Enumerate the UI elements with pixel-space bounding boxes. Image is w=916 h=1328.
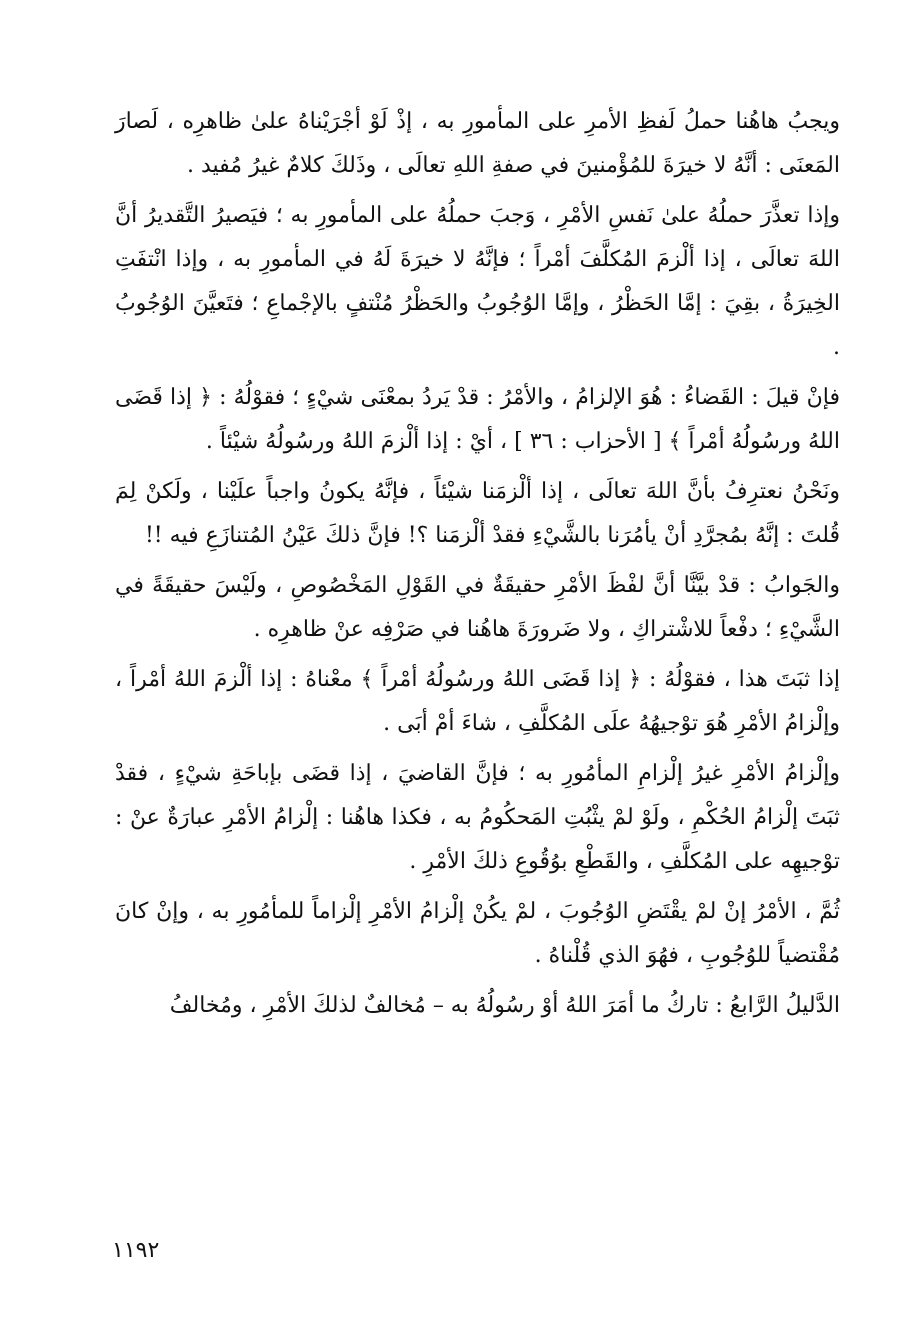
body-text <box>115 100 840 1034</box>
paragraph-7: وإلْزامُ الأمْرِ غيرُ إلْزامِ المأمُورِ به ؛ فإنَّ القاضيَ ، إذا قضَى بإباحَةِ شيْءٍ ، فقدْ ثبَتَ إلْزامُ الحُكْمِ ، ولَوْ لمْ يثْبُتِ المَحكُومُ به ، فكذا هاهُنا : إلْزامُ الأمْرِ عبارَةٌ عنْ : توْجيهِه على المُكلَّفِ ، والقَطْعِ بوُقُوعِ ذلكَ الأمْرِ . <box>115 761 840 874</box>
paragraph-2: وإذا تعذَّرَ حملُهُ علىٰ نَفسِ الأمْرِ ، وَجبَ حملُهُ على المأمورِ به ؛ فيَصيرُ التَّقديرُ أنَّ اللهَ تعالَى ، إذا ألْزمَ المُكلَّفَ أمْراً ؛ فإنَّهُ لا خيرَةَ لَهُ في المأمورِ به ، وإذا انْتفَتِ الخِيرَةُ ، بقِيَ : إمَّا الحَظْرُ ، وإمَّا الوُجُوبُ والحَظْرُ مُنْتفٍ بالإجْماعِ ؛ فتَعيَّنَ الوُجُوبُ . <box>115 203 840 360</box>
paragraph-9: الدَّليلُ الرَّابعُ : تاركُ ما أمَرَ اللهُ أوْ رسُولُهُ به – مُخالفٌ لذلكَ الأمْرِ ، ومُخالفُ <box>169 993 840 1018</box>
paragraph-4: ونَحْنُ نعترِفُ بأنَّ اللهَ تعالَى ، إذا ألْزمَنا شيْئاً ، فإنَّهُ يكونُ واجباً علَيْنا ، ولَكنْ لِمَ قُلتَ : إنَّهُ بمُجرَّدِ أنْ يأمُرَنا بالشَّيْءِ فقدْ ألْزمَنا ؟! فإنَّ ذلكَ عَيْنُ المُتنازَعِ فيه !! <box>115 479 840 548</box>
page-number: ١١٩٢ <box>112 1238 160 1263</box>
paragraph-8: ثُمَّ ، الأمْرُ إنْ لمْ يقْتَضِ الوُجُوبَ ، لمْ يكُنْ إلْزامُ الأمْرِ إلْزاماً للمأمُورِ به ، وإنْ كانَ مُقْتضياً للوُجُوبِ ، فهُوَ الذي قُلْناهُ . <box>115 899 840 968</box>
paragraph-5: والجَوابُ : قدْ بيَّنَّا أنَّ لفْظَ الأمْرِ حقيقَةٌ في القَوْلِ المَخْصُوصِ ، ولَيْسَ حقيقَةً في الشَّيْءِ ؛ دفْعاً للاشْتراكِ ، ولا ضَرورَةَ هاهُنا في صَرْفِه عنْ ظاهرِه . <box>115 573 840 642</box>
paragraph-6: إذا ثبَتَ هذا ، فقوْلُهُ : ﴿ إذا قَضَى اللهُ ورسُولُهُ أمْراً ﴾ معْناهُ : إذا ألْزمَ اللهُ أمْراً ، وإلْزامُ الأمْرِ هُوَ توْجيهُهُ علَى المُكلَّفِ ، شاءَ أمْ أبَى . <box>115 667 840 736</box>
paragraph-3: فإنْ قيلَ : القَضاءُ : هُوَ الإلزامُ ، والأمْرُ : قدْ يَردُ بمعْنَى شيْءٍ ؛ فقوْلُهُ : ﴿ إذا قَضَى اللهُ ورسُولُهُ أمْراً ﴾ [ الأحزاب : ٣٦ ] ، أيْ : إذا ألْزمَ اللهُ ورسُولُهُ شيْئاً . <box>115 385 840 454</box>
paragraph-1: ويجبُ هاهُنا حملُ لَفظِ الأمرِ على المأمورِ به ، إذْ لَوْ أجْرَيْناهُ علىٰ ظاهرِه ، لَصارَ المَعنَى : أنَّهُ لا خيرَةَ للمُؤْمنينَ في صفةِ اللهِ تعالَى ، وذَلكَ كلامٌ غيرُ مُفيد . <box>115 109 840 178</box>
